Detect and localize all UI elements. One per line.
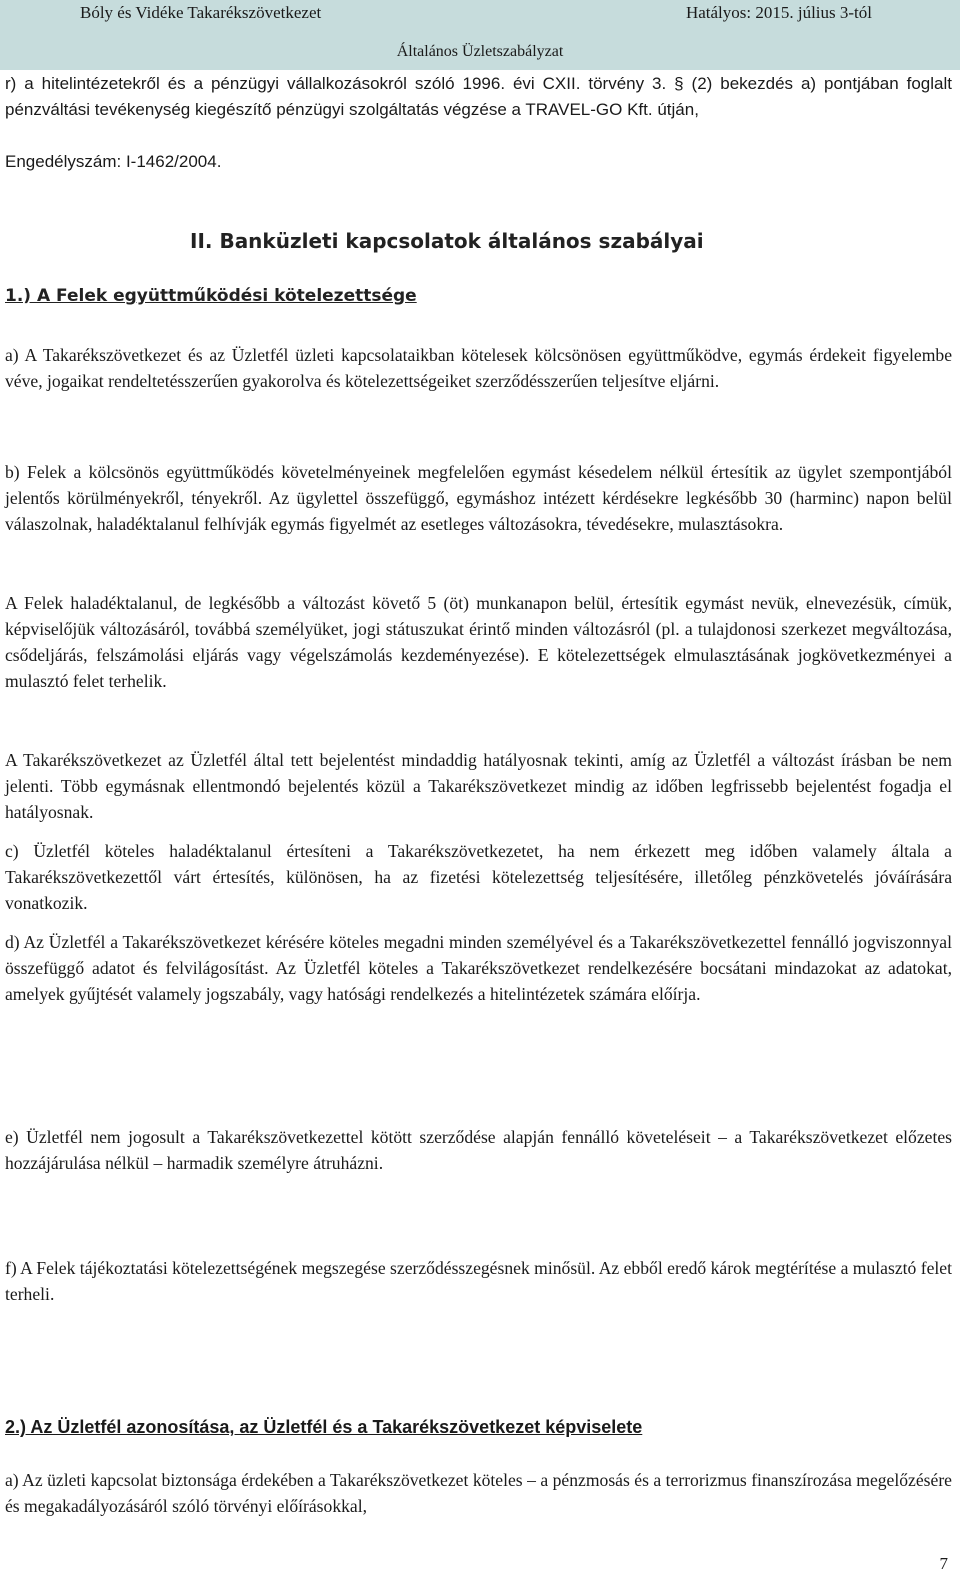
paragraph-2a: a) Az üzleti kapcsolat biztonsága érdekében a Takarékszövetkezet köteles – a pénzmosás és a terrorizmus finanszírozása megelőzésére és megakadályozásáról szóló törvényi előírásokkal, bbox=[5, 1470, 952, 1516]
section-title: II. Banküzleti kapcsolatok általános szabályai bbox=[190, 229, 704, 253]
license-number: Engedélyszám: I-1462/2004. bbox=[5, 152, 222, 171]
paragraph-b2: A Felek haladéktalanul, de legkésőbb a változást követő 5 (öt) munkanapon belül, értesítik egymást nevük, elnevezésük, címük, képviselőjük változásáról, továbbá személyüket, jogi státuszukat érintő minden változásról (pl. a tulajdonosi szerkezet megváltozása, csődeljárás, felszámolási eljárás vagy végelszámolás kezdeményezése). E kötelezettségek elmulasztásának jogkövetkezményei a mulasztó felet terhelik. bbox=[5, 593, 952, 691]
heading-cooperation: 1.) A Felek együttműködési kötelezettsége bbox=[5, 286, 417, 306]
paragraph-c: c) Üzletfél köteles haladéktalanul értesíteni a Takarékszövetkezetet, ha nem érkezett meg időben valamely általa a Takarékszövetkezettől várt értesítés, különösen, ha az fizetési kötelezettség teljesítésére, illetőleg pénzkövetelés jóváírására vonatkozik. bbox=[5, 841, 952, 913]
paragraph-f: f) A Felek tájékoztatási kötelezettségének megszegése szerződésszegésnek minősül. Az ebből eredő károk megtérítése a mulasztó felet terheli. bbox=[5, 1258, 952, 1304]
header-document-title: Általános Üzletszabályzat bbox=[396, 43, 564, 60]
paragraph-b1: b) Felek a kölcsönös együttműködés követelményeinek megfelelően egymást késedelem nélkül értesítik az ügylet szempontjából jelentős körülményekről, tényekről. Az ügylettel összefüggő, egymáshoz intézett kérdésekre legkésőbb 30 (harminc) napon belül válaszolnak, haladéktalanul felhívják egymás figyelmét az esetleges változásokra, tévedésekre, mulasztásokra. bbox=[5, 462, 952, 534]
paragraph-a: a) A Takarékszövetkezet és az Üzletfél üzleti kapcsolataikban kötelesek kölcsönösen együttműködve, egymás érdekeit figyelembe véve, jogaikat rendeltetésszerűen gyakorolva és kötelezettségeiket szerződésszerűen teljesítve eljárni. bbox=[5, 345, 952, 391]
page-number: 7 bbox=[939, 1554, 948, 1573]
header-effective-date: Hatályos: 2015. július 3-tól bbox=[685, 3, 872, 22]
intro-paragraph: r) a hitelintézetekről és a pénzügyi vállalkozásokról szóló 1996. évi CXII. törvény 3. § (2) bekezdés a) pontjában foglalt pénzváltási tevékenység kiegészítő pénzügyi szolgáltatás végzése a TRAVEL-GO Kft. útján, bbox=[5, 74, 952, 119]
header-institution: Bóly és Vidéke Takarékszövetkezet bbox=[80, 3, 322, 22]
paragraph-d: d) Az Üzletfél a Takarékszövetkezet kérésére köteles megadni minden személyével és a Takarékszövetkezettel fennálló jogviszonnyal összefüggő adatot és felvilágosítást. Az Üzletfél köteles a Takarékszövetkezet rendelkezésére bocsátani mindazokat az adatokat, amelyek gyűjtését valamely jogszabály, vagy hatósági rendelkezés a hitelintézetek számára előírja. bbox=[5, 932, 952, 1004]
paragraph-e: e) Üzletfél nem jogosult a Takarékszövetkezettel kötött szerződése alapján fennálló követeléseit – a Takarékszövetkezet előzetes hozzájárulása nélkül – harmadik személyre átruházni. bbox=[5, 1127, 952, 1173]
paragraph-b3: A Takarékszövetkezet az Üzletfél által tett bejelentést mindaddig hatályosnak tekinti, amíg az Üzletfél a változást írásban be nem jelenti. Több egymásnak ellentmondó bejelentés közül a Takarékszövetkezet mindig az időben legfrissebb bejelentést fogadja el hatályosnak. bbox=[5, 750, 952, 822]
heading-identification: 2.) Az Üzletfél azonosítása, az Üzletfél és a Takarékszövetkezet képviselete bbox=[5, 1417, 643, 1437]
page-header bbox=[0, 0, 960, 70]
